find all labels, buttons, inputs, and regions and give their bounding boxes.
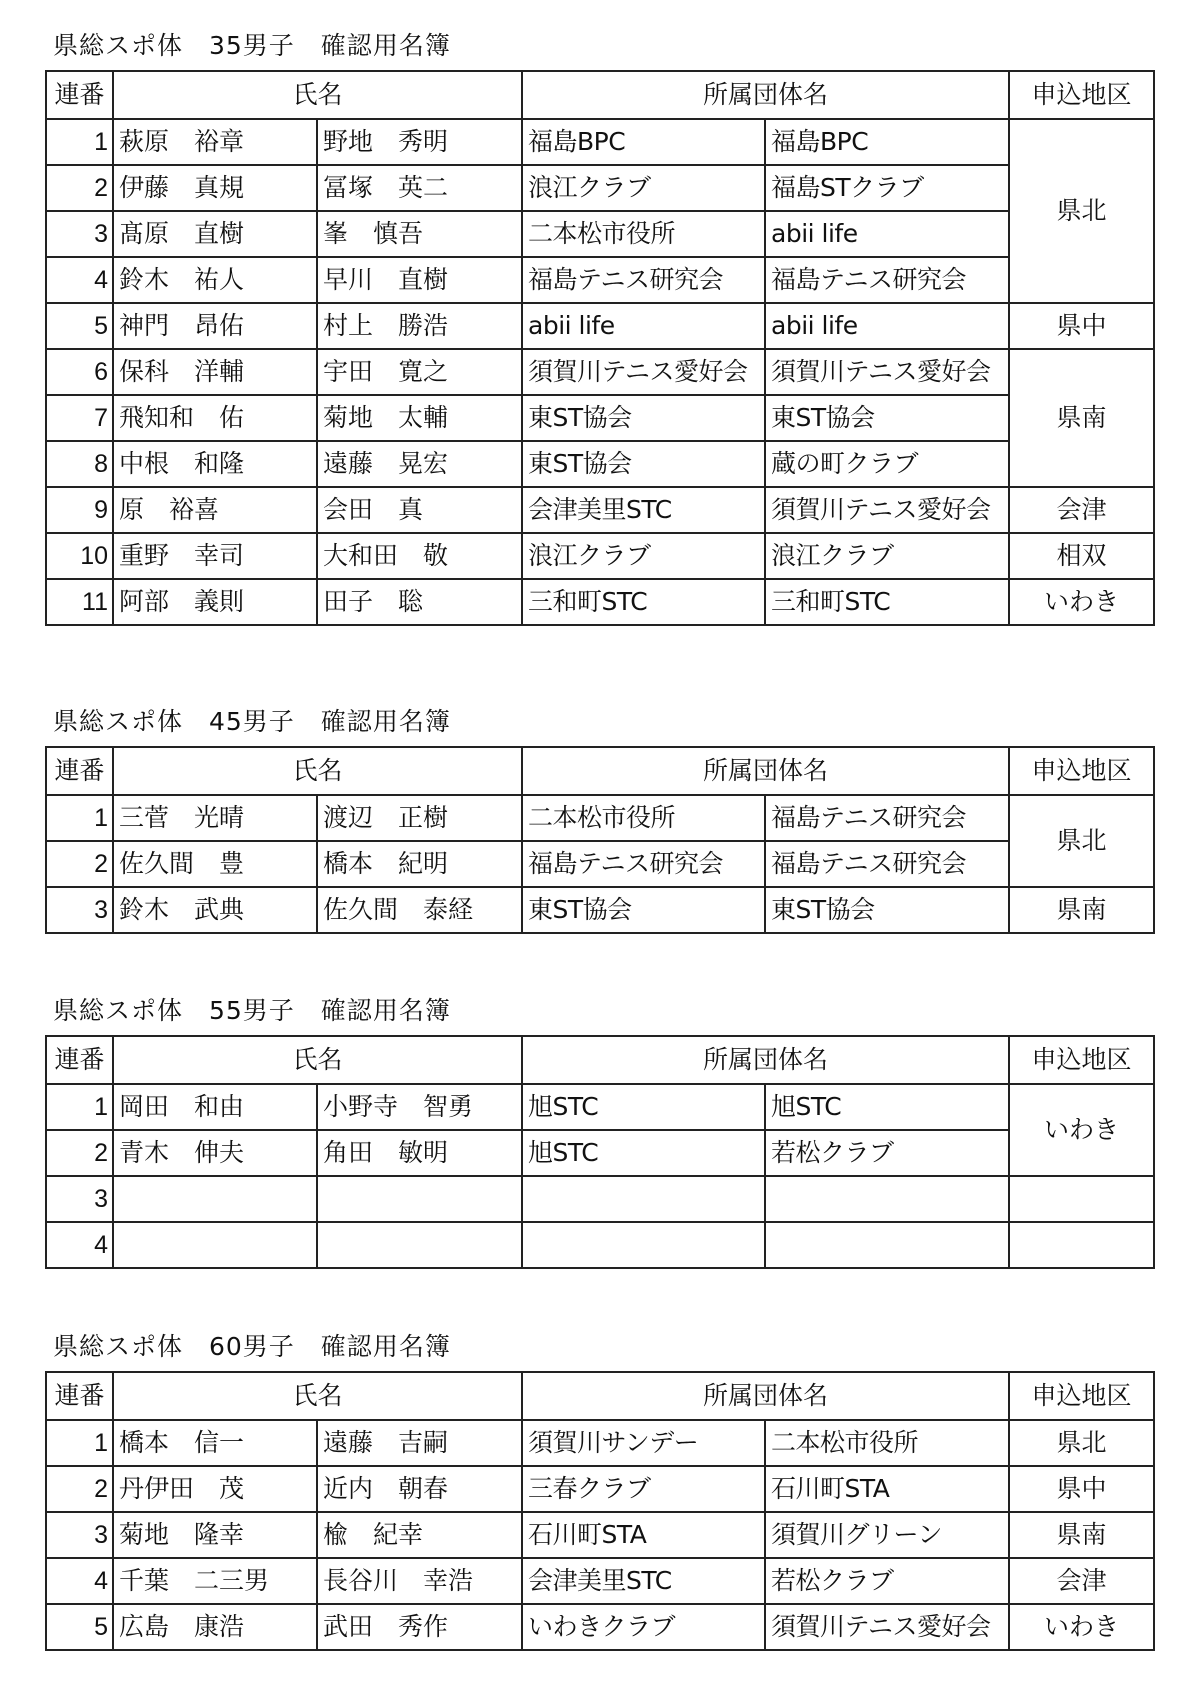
roster-body	[46, 119, 1154, 625]
region-cell: 県中	[1009, 303, 1154, 349]
table-row	[46, 165, 1154, 211]
partner-name: 大和田 敬	[317, 533, 522, 579]
player-org: 会津美里STC	[522, 487, 765, 533]
table-row	[46, 795, 1154, 841]
region-cell: 県南	[1009, 1512, 1154, 1558]
partner-name: 峯 慎吾	[317, 211, 522, 257]
player-org: 浪江クラブ	[522, 165, 765, 211]
partner-name: 宇田 寛之	[317, 349, 522, 395]
partner-org: 福島BPC	[765, 119, 1009, 165]
row-number: 5	[46, 1604, 113, 1650]
player-name: 鈴木 祐人	[113, 257, 317, 303]
player-org: 旭STC	[522, 1130, 765, 1176]
header-row	[46, 747, 1154, 795]
partner-org: abii life	[765, 211, 1009, 257]
player-org: 東ST協会	[522, 395, 765, 441]
row-number: 4	[46, 1558, 113, 1604]
partner-org: 福島テニス研究会	[765, 257, 1009, 303]
row-number: 1	[46, 119, 113, 165]
player-name: 岡田 和由	[113, 1084, 317, 1130]
player-name: 阿部 義則	[113, 579, 317, 625]
row-number: 3	[46, 211, 113, 257]
table-row	[46, 1084, 1154, 1130]
player-name: 飛知和 佑	[113, 395, 317, 441]
section-45	[45, 706, 1153, 934]
row-number: 2	[46, 841, 113, 887]
partner-org: 須賀川テニス愛好会	[765, 1604, 1009, 1650]
player-org: 東ST協会	[522, 887, 765, 933]
partner-org: 三和町STC	[765, 579, 1009, 625]
table-row	[46, 1420, 1154, 1466]
player-name: 神門 昂佑	[113, 303, 317, 349]
partner-name: 角田 敏明	[317, 1130, 522, 1176]
partner-name: 遠藤 晃宏	[317, 441, 522, 487]
header-region: 申込地区	[1009, 1372, 1154, 1420]
table-row	[46, 349, 1154, 395]
row-number: 10	[46, 533, 113, 579]
region-cell: 会津	[1009, 487, 1154, 533]
partner-name: 早川 直樹	[317, 257, 522, 303]
region-cell: 県北	[1009, 795, 1154, 887]
row-number: 11	[46, 579, 113, 625]
player-name: 橋本 信一	[113, 1420, 317, 1466]
header-row	[46, 1372, 1154, 1420]
table-row	[46, 579, 1154, 625]
player-name	[113, 1222, 317, 1268]
player-org: 福島テニス研究会	[522, 257, 765, 303]
region-cell: 県南	[1009, 887, 1154, 933]
table-row	[46, 303, 1154, 349]
table-row	[46, 1222, 1154, 1268]
region-cell: いわき	[1009, 1604, 1154, 1650]
player-org: 福島テニス研究会	[522, 841, 765, 887]
header-name: 氏名	[113, 1036, 522, 1084]
partner-name: 楡 紀幸	[317, 1512, 522, 1558]
player-org: 須賀川テニス愛好会	[522, 349, 765, 395]
player-org: 会津美里STC	[522, 1558, 765, 1604]
player-org: 三和町STC	[522, 579, 765, 625]
player-org: 二本松市役所	[522, 795, 765, 841]
player-org: 福島BPC	[522, 119, 765, 165]
region-cell	[1009, 1176, 1154, 1222]
roster-table	[45, 746, 1155, 934]
partner-org: 石川町STA	[765, 1466, 1009, 1512]
partner-name: 武田 秀作	[317, 1604, 522, 1650]
player-name: 原 裕喜	[113, 487, 317, 533]
table-row	[46, 841, 1154, 887]
player-name: 伊藤 真規	[113, 165, 317, 211]
partner-org: 東ST協会	[765, 887, 1009, 933]
header-name: 氏名	[113, 71, 522, 119]
table-row	[46, 211, 1154, 257]
section-60	[45, 1331, 1153, 1651]
partner-org: 須賀川グリーン	[765, 1512, 1009, 1558]
player-org: abii life	[522, 303, 765, 349]
row-number: 1	[46, 1084, 113, 1130]
header-row	[46, 71, 1154, 119]
partner-org: 浪江クラブ	[765, 533, 1009, 579]
player-name: 佐久間 豊	[113, 841, 317, 887]
row-number: 1	[46, 1420, 113, 1466]
player-org: いわきクラブ	[522, 1604, 765, 1650]
player-name: 丹伊田 茂	[113, 1466, 317, 1512]
row-number: 4	[46, 257, 113, 303]
section-title: 県総スポ体 60男子 確認用名簿	[53, 1332, 451, 1361]
header-no: 連番	[46, 71, 113, 119]
row-number: 3	[46, 1512, 113, 1558]
partner-org: 福島STクラブ	[765, 165, 1009, 211]
partner-org	[765, 1222, 1009, 1268]
header-region: 申込地区	[1009, 1036, 1154, 1084]
player-org: 旭STC	[522, 1084, 765, 1130]
table-row	[46, 1604, 1154, 1650]
partner-org: 須賀川テニス愛好会	[765, 487, 1009, 533]
partner-name: 野地 秀明	[317, 119, 522, 165]
row-number: 6	[46, 349, 113, 395]
row-number: 3	[46, 1176, 113, 1222]
partner-name: 近内 朝春	[317, 1466, 522, 1512]
row-number: 1	[46, 795, 113, 841]
player-name: 広島 康浩	[113, 1604, 317, 1650]
partner-org: 旭STC	[765, 1084, 1009, 1130]
partner-name: 菊地 太輔	[317, 395, 522, 441]
header-row	[46, 1036, 1154, 1084]
row-number: 5	[46, 303, 113, 349]
partner-name: 佐久間 泰経	[317, 887, 522, 933]
row-number: 4	[46, 1222, 113, 1268]
player-name: 青木 伸夫	[113, 1130, 317, 1176]
table-row	[46, 257, 1154, 303]
player-org: 須賀川サンデー	[522, 1420, 765, 1466]
header-no: 連番	[46, 1372, 113, 1420]
region-cell	[1009, 1222, 1154, 1268]
partner-org: 若松クラブ	[765, 1558, 1009, 1604]
partner-name: 渡辺 正樹	[317, 795, 522, 841]
partner-org: 東ST協会	[765, 395, 1009, 441]
player-name: 髙原 直樹	[113, 211, 317, 257]
partner-name	[317, 1222, 522, 1268]
header-name: 氏名	[113, 747, 522, 795]
partner-org: 福島テニス研究会	[765, 795, 1009, 841]
partner-name: 小野寺 智勇	[317, 1084, 522, 1130]
header-no: 連番	[46, 747, 113, 795]
player-org: 東ST協会	[522, 441, 765, 487]
row-number: 9	[46, 487, 113, 533]
row-number: 8	[46, 441, 113, 487]
player-name: 中根 和隆	[113, 441, 317, 487]
player-name: 保科 洋輔	[113, 349, 317, 395]
region-cell: いわき	[1009, 579, 1154, 625]
partner-org: 須賀川テニス愛好会	[765, 349, 1009, 395]
header-region: 申込地区	[1009, 71, 1154, 119]
partner-name	[317, 1176, 522, 1222]
partner-name: 遠藤 吉嗣	[317, 1420, 522, 1466]
region-cell: 県中	[1009, 1466, 1154, 1512]
row-number: 7	[46, 395, 113, 441]
partner-org: 福島テニス研究会	[765, 841, 1009, 887]
header-region: 申込地区	[1009, 747, 1154, 795]
partner-name: 会田 真	[317, 487, 522, 533]
player-org: 石川町STA	[522, 1512, 765, 1558]
region-cell: 県南	[1009, 349, 1154, 487]
table-row	[46, 487, 1154, 533]
table-row	[46, 119, 1154, 165]
player-name: 鈴木 武典	[113, 887, 317, 933]
row-number: 3	[46, 887, 113, 933]
partner-name: 冨塚 英二	[317, 165, 522, 211]
partner-name: 長谷川 幸浩	[317, 1558, 522, 1604]
region-cell: 県北	[1009, 1420, 1154, 1466]
region-cell: 県北	[1009, 119, 1154, 303]
roster-table	[45, 70, 1155, 626]
table-row	[46, 533, 1154, 579]
table-row	[46, 1466, 1154, 1512]
section-35	[45, 30, 1153, 626]
partner-org	[765, 1176, 1009, 1222]
section-55	[45, 995, 1153, 1269]
partner-org: 蔵の町クラブ	[765, 441, 1009, 487]
player-name: 萩原 裕章	[113, 119, 317, 165]
header-org: 所属団体名	[522, 71, 1009, 119]
region-cell: 会津	[1009, 1558, 1154, 1604]
table-row	[46, 1130, 1154, 1176]
header-org: 所属団体名	[522, 1372, 1009, 1420]
player-org: 浪江クラブ	[522, 533, 765, 579]
section-title: 県総スポ体 45男子 確認用名簿	[53, 707, 451, 736]
partner-name: 橋本 紀明	[317, 841, 522, 887]
partner-org: abii life	[765, 303, 1009, 349]
partner-name: 村上 勝浩	[317, 303, 522, 349]
player-name: 三菅 光晴	[113, 795, 317, 841]
player-org	[522, 1176, 765, 1222]
section-title: 県総スポ体 35男子 確認用名簿	[53, 31, 451, 60]
table-row	[46, 887, 1154, 933]
region-cell: 相双	[1009, 533, 1154, 579]
table-row	[46, 395, 1154, 441]
player-name: 菊地 隆幸	[113, 1512, 317, 1558]
row-number: 2	[46, 1466, 113, 1512]
header-org: 所属団体名	[522, 1036, 1009, 1084]
player-org	[522, 1222, 765, 1268]
roster-body	[46, 795, 1154, 933]
table-row	[46, 441, 1154, 487]
player-name: 千葉 二三男	[113, 1558, 317, 1604]
row-number: 2	[46, 1130, 113, 1176]
roster-table	[45, 1371, 1155, 1651]
player-name	[113, 1176, 317, 1222]
player-org: 二本松市役所	[522, 211, 765, 257]
player-org: 三春クラブ	[522, 1466, 765, 1512]
row-number: 2	[46, 165, 113, 211]
roster-body	[46, 1420, 1154, 1650]
region-cell: いわき	[1009, 1084, 1154, 1176]
table-row	[46, 1176, 1154, 1222]
roster-table	[45, 1035, 1155, 1269]
roster-body	[46, 1084, 1154, 1268]
partner-org: 若松クラブ	[765, 1130, 1009, 1176]
table-row	[46, 1512, 1154, 1558]
partner-org: 二本松市役所	[765, 1420, 1009, 1466]
header-org: 所属団体名	[522, 747, 1009, 795]
header-no: 連番	[46, 1036, 113, 1084]
header-name: 氏名	[113, 1372, 522, 1420]
table-row	[46, 1558, 1154, 1604]
partner-name: 田子 聡	[317, 579, 522, 625]
section-title: 県総スポ体 55男子 確認用名簿	[53, 996, 451, 1025]
player-name: 重野 幸司	[113, 533, 317, 579]
